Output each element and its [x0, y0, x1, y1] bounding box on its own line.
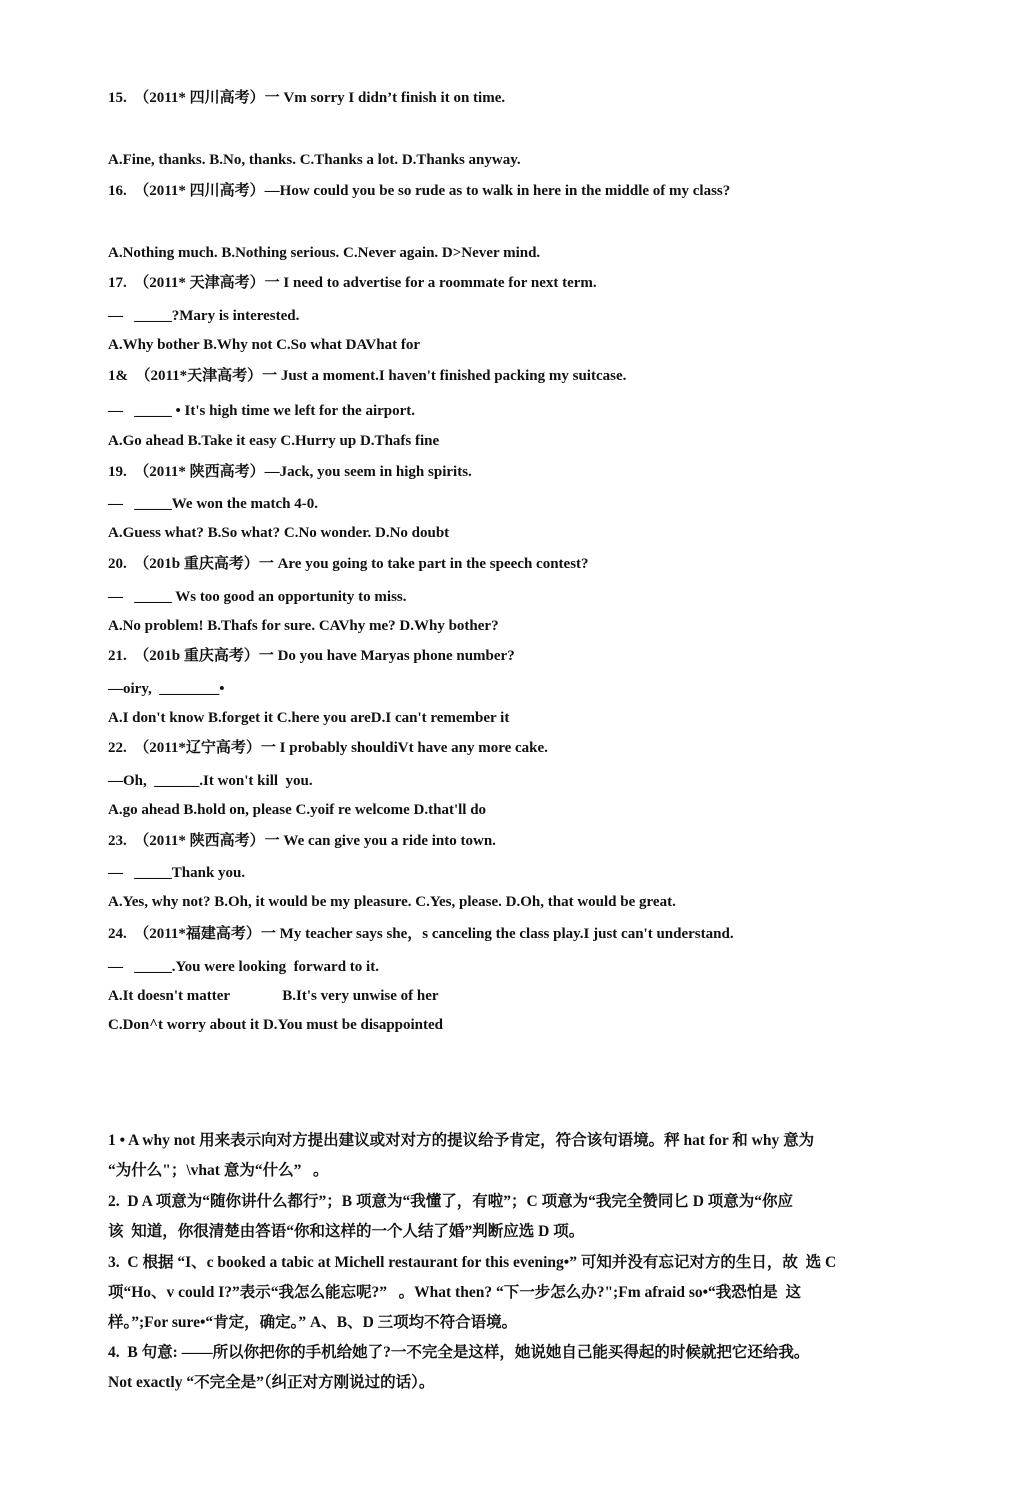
question-line: A.Why bother B.Why not C.So what DAVhat for [108, 337, 420, 353]
answer-line: “为什么"；\vhat 意为“什么” 。 [108, 1162, 329, 1179]
question-line: 15. （2011* 四川高考）一 Vm sorry I didn’t finish it on time. [108, 90, 506, 106]
answer-line: 1 • A why not 用来表示向对方提出建议或对对方的提议给予肯定，符合该句语境。秤 hat for 和 why 意为 [108, 1132, 815, 1149]
question-line: — _____?Mary is interested. [108, 308, 300, 324]
answer-line: 2. D A 项意为“随你讲什么都行”；B 项意为“我懂了，有啦”；C 项意为“我完全赞同匕 D 项意为“你应 [108, 1193, 794, 1210]
answer-line: 项“Ho、v could I?”表示“我怎么能忘呢?” 。What then? “下一步怎么办?";Fm afraid so•“我恐怕是 这 [108, 1284, 802, 1301]
question-line: A.Yes, why not? B.Oh, it would be my pleasure. C.Yes, please. D.Oh, that would be great. [108, 894, 676, 910]
answer-line: 3. C 根据 “I、c booked a tabic at Michell restaurant for this evening•” 可知并没有忘记对方的生日，故 选 C [108, 1254, 837, 1271]
question-line: — _____ Ws too good an opportunity to miss. [108, 589, 407, 605]
question-line: —Oh, ______.It won't kill you. [108, 773, 313, 789]
question-line: 1& （2011*天津高考）一 Just a moment.I haven't finished packing my suitcase. [108, 368, 627, 384]
question-line: A.Go ahead B.Take it easy C.Hurry up D.Thafs fine [108, 433, 440, 449]
question-line: 20. （201b 重庆高考）一 Are you going to take part in the speech contest? [108, 556, 589, 572]
question-line: C.Don^t worry about it D.You must be disappointed [108, 1017, 444, 1033]
question-line: — _____We won the match 4-0. [108, 496, 318, 512]
question-line: A.Fine, thanks. B.No, thanks. C.Thanks a lot. D.Thanks anyway. [108, 152, 521, 168]
question-line: 21. （201b 重庆高考）一 Do you have Maryas phone number? [108, 648, 515, 664]
question-line: 24. （2011*福建高考）一 My teacher says she，s canceling the class play.I just can't understand. [108, 926, 734, 942]
question-line: 22. （2011*辽宁高考）一 I probably shouldiVt have any more cake. [108, 740, 548, 756]
question-line: — _____Thank you. [108, 865, 246, 881]
question-line: — _____.You were looking forward to it. [108, 959, 379, 975]
question-line: A.go ahead B.hold on, please C.yoif re welcome D.that'll do [108, 802, 487, 818]
question-line: 19. （2011* 陕西高考）—Jack, you seem in high spirits. [108, 464, 472, 480]
question-line: 23. （2011* 陕西高考）一 We can give you a ride into town. [108, 833, 496, 849]
answer-line: 样。”;For sure•“肯定，确定。” A、B、D 三项均不符合语境。 [108, 1314, 518, 1331]
answer-line: Not exactly “不完全是”（纠正对方刚说过的话）。 [108, 1374, 435, 1391]
question-line: 17. （2011* 天津高考）一 I need to advertise for a roommate for next term. [108, 275, 597, 291]
question-line: A.Nothing much. B.Nothing serious. C.Never again. D>Never mind. [108, 245, 541, 261]
question-line: —oiry, ________• [108, 681, 225, 697]
answer-line: 该 知道，你很清楚由答语“你和这样的一个人结了婚”判断应选 D 项。 [108, 1223, 585, 1240]
question-line: A.I don't know B.forget it C.here you areD.I can't remember it [108, 710, 510, 726]
question-line: 16. （2011* 四川高考）—How could you be so rude as to walk in here in the middle of my class? [108, 183, 731, 199]
question-line: — _____ • It's high time we left for the airport. [108, 403, 416, 419]
answer-line: 4. B 句意: ——所以你把你的手机给她了?一不完全是这样，她说她自己能买得起的时候就把它还给我。 [108, 1344, 810, 1361]
question-line: A.Guess what? B.So what? C.No wonder. D.No doubt [108, 525, 450, 541]
question-line: A.No problem! B.Thafs for sure. CAVhy me? D.Why bother? [108, 618, 499, 634]
question-line: A.It doesn't matter B.It's very unwise of her [108, 988, 439, 1004]
